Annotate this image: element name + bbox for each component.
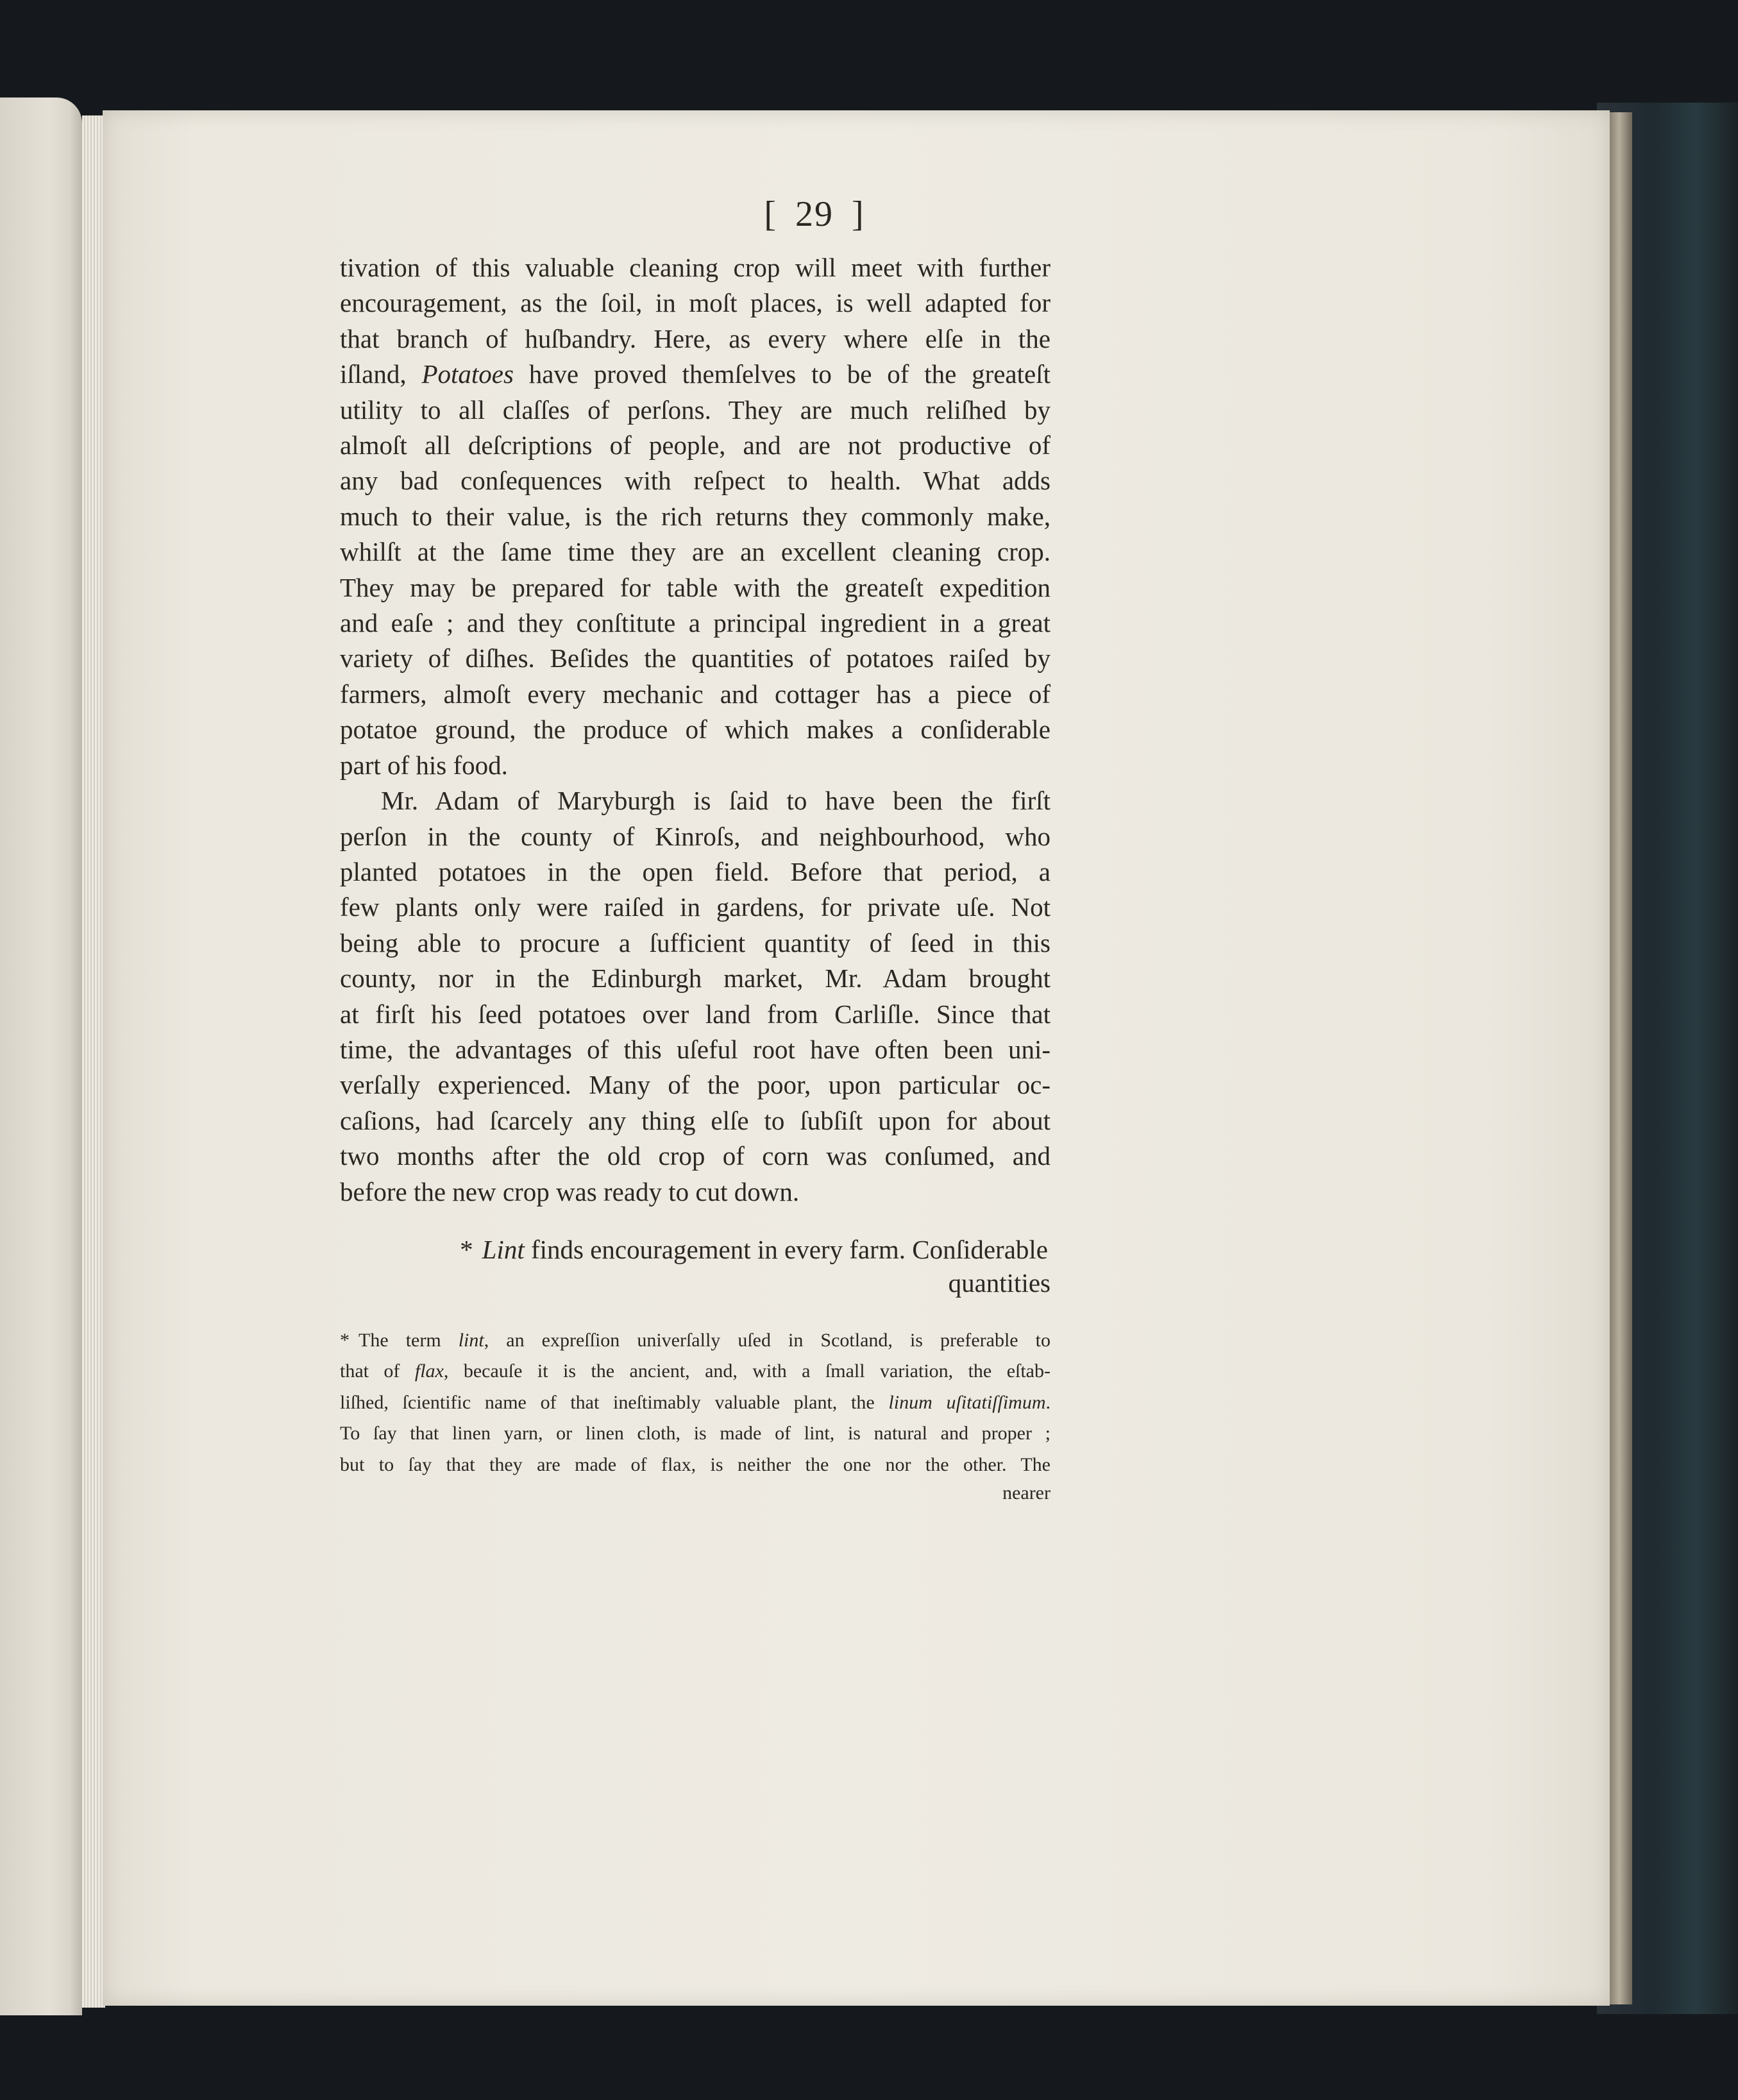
- book-page: [103, 110, 1610, 2006]
- text-line: that branch of huſbandry. Here, as every where elſe in the: [340, 323, 1050, 353]
- footnote-line: [340, 1450, 1050, 1481]
- italic-flax-term: flax: [414, 1360, 444, 1382]
- page-number: [103, 194, 1610, 235]
- page-block-edges: [82, 115, 105, 2008]
- text-fragment: , becauſe it is the ancient, and, with a ſmall variation, the eſtab-: [443, 1360, 1050, 1382]
- page-number-value: 29: [795, 194, 834, 234]
- text-fragment: , an expreſſion univerſally uſed in Scotland, is preferable to: [484, 1329, 1050, 1351]
- paragraph-mr-adam: [340, 783, 1050, 1210]
- text-line: potatoe ground, the produce of which makes a conſiderable: [340, 715, 1050, 745]
- text-line: before the new crop was ready to cut down.: [340, 1176, 800, 1207]
- left-facing-page: [0, 97, 82, 2015]
- text-line: at firſt his ſeed potatoes over land from Carliſle. Since that: [340, 999, 1050, 1029]
- lint-paragraph: [340, 1233, 1050, 1266]
- page-number-bracket-close: ]: [852, 194, 865, 234]
- paragraph-potatoes: [340, 250, 1050, 783]
- text-fragment: finds encouragement in every farm. Conſiderable: [524, 1234, 1048, 1264]
- text-fragment: iſland,: [340, 359, 422, 389]
- text-line: being able to procure a ſufficient quantity of ſeed in this: [340, 927, 1050, 958]
- text-line: [340, 357, 1050, 392]
- italic-latin-name: linum uſitatiſſimum: [888, 1391, 1046, 1413]
- text-line: part of his food.: [340, 750, 508, 780]
- footnote-marker: *: [340, 1329, 350, 1351]
- text-line: caſions, had ſcarcely any thing elſe to ſubſiſt upon for about: [340, 1105, 1050, 1135]
- text-line: almoſt all deſcriptions of people, and are not productive of: [340, 430, 1050, 461]
- text-line: planted potatoes in the open field. Before that period, a: [340, 856, 1050, 886]
- footnote-marker: *: [460, 1234, 473, 1264]
- text-line: perſon in the county of Kinroſs, and neighbourhood, who: [340, 821, 1050, 851]
- text-fragment: that of: [340, 1360, 415, 1382]
- cover-edge: [1607, 112, 1632, 2004]
- text-line: variety of diſhes. Beſides the quantities of potatoes raiſed by: [340, 643, 1050, 673]
- footnote-catchword: nearer: [1002, 1482, 1050, 1504]
- text-line: verſally experienced. Many of the poor, upon particular oc-: [340, 1070, 1050, 1100]
- italic-potatoes: Potatoes: [421, 359, 514, 389]
- text-line: utility to all claſſes of perſons. They are much reliſhed by: [340, 394, 1050, 425]
- text-line: county, nor in the Edinburgh market, Mr. Adam brought: [340, 963, 1050, 994]
- text-line: farmers, almoſt every mechanic and cottager has a piece of: [340, 679, 1050, 709]
- footnote: [340, 1325, 1050, 1481]
- text-line: time, the advantages of this uſeful root have often been uni-: [340, 1034, 1050, 1064]
- footnote-line: [340, 1387, 1050, 1419]
- text-line: few plants only were raiſed in gardens, for private uſe. Not: [340, 892, 1050, 922]
- text-fragment: liſhed, ſcientific name of that ineſtimably valuable plant, the: [340, 1391, 889, 1413]
- page-number-bracket-open: [: [764, 194, 777, 234]
- text-line: encouragement, as the ſoil, in moſt places, is well adapted for: [340, 288, 1050, 318]
- footnote-line: [340, 1356, 1050, 1387]
- text-line: whilſt at the ſame time they are an excellent cleaning crop.: [340, 537, 1050, 567]
- text-line: They may be prepared for table with the greateſt expedition: [340, 572, 1050, 602]
- text-fragment: but to ſay that they are made of flax, is neither the one nor the other. The: [340, 1453, 1050, 1475]
- text-fragment: .: [1045, 1391, 1050, 1413]
- catchword: quantities: [948, 1267, 1050, 1298]
- text-fragment: To ſay that linen yarn, or linen cloth, is made of lint, is natural and proper ;: [340, 1423, 1050, 1444]
- text-block: [340, 250, 1050, 1506]
- text-line: Mr. Adam of Maryburgh is ſaid to have been the firſt: [381, 786, 1050, 816]
- text-line: two months after the old crop of corn was conſumed, and: [340, 1141, 1050, 1171]
- italic-lint-term: lint: [458, 1329, 484, 1351]
- italic-lint: Lint: [482, 1234, 525, 1264]
- footnote-line: [340, 1325, 1050, 1357]
- text-fragment: have proved themſelves to be of the greateſt: [513, 359, 1050, 389]
- text-line: any bad conſequences with reſpect to health. What adds: [340, 466, 1050, 496]
- footnote-line: [340, 1418, 1050, 1450]
- text-line: and eaſe ; and they conſtitute a principal ingredient in a great: [340, 608, 1050, 638]
- text-line: much to their value, is the rich returns they commonly make,: [340, 501, 1050, 531]
- text-fragment: The term: [359, 1329, 459, 1351]
- text-line: tivation of this valuable cleaning crop will meet with further: [340, 253, 1050, 282]
